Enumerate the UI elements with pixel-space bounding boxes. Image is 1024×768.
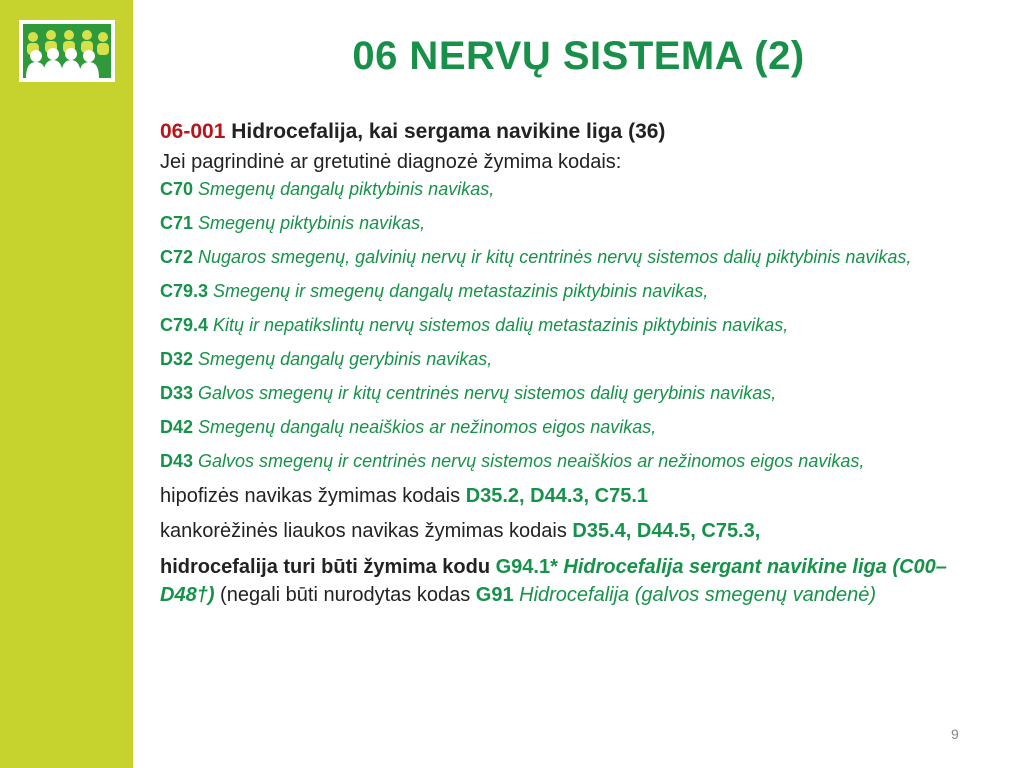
diagnosis-item: C72 Nugaros smegenų, galvinių nervų ir kitų centrinės nervų sistemos dalių piktybinis navikas,: [160, 247, 912, 267]
slide-title: 06 NERVŲ SISTEMA (2): [352, 34, 805, 78]
diagnosis-item: D42 Smegenų dangalų neaiškios ar nežinomos eigos navikas,: [160, 417, 657, 437]
section-heading: [160, 117, 1000, 147]
people-group-icon: [23, 24, 111, 78]
heading-text: Hidrocefalija, kai sergama navikine liga (36): [225, 120, 666, 143]
diagnosis-item: C79.4 Kitų ir nepatikslintų nervų sistemos dalių metastazinis piktybinis navikas,: [160, 315, 789, 335]
logo: [19, 20, 115, 82]
hypophysis-note: hipofizės navikas žymimas kodais D35.2, D44.3, C75.1: [160, 485, 649, 507]
page-number: 9: [951, 726, 959, 742]
diagnosis-item: D33 Galvos smegenų ir kitų centrinės nervų sistemos dalių gerybinis navikas,: [160, 383, 777, 403]
pineal-note: kankorėžinės liaukos navikas žymimas kodais D35.4, D44.5, C75.3,: [160, 520, 761, 542]
sidebar-bar: [0, 0, 133, 768]
diagnosis-item: C79.3 Smegenų ir smegenų dangalų metastazinis piktybinis navikas,: [160, 281, 709, 301]
heading-code: 06-001: [160, 120, 226, 143]
diagnosis-item: C71 Smegenų piktybinis navikas,: [160, 213, 426, 233]
diagnosis-item: D43 Galvos smegenų ir centrinės nervų sistemos neaiškios ar nežinomos eigos navikas,: [160, 451, 865, 471]
final-note: hidrocefalija turi būti žymima kodu G94.1* Hidrocefalija sergant navikine liga (C00–D48†) (negali būti nurodytas kodas G91 Hidrocefalija (galvos smegenų vandenė): [160, 556, 947, 606]
diagnosis-list: [160, 177, 1000, 474]
intro-text: Jei pagrindinė ar gretutinė diagnozė žymima kodais:: [160, 151, 622, 173]
slide-content: [160, 117, 1000, 609]
diagnosis-item: C70 Smegenų dangalų piktybinis navikas,: [160, 179, 495, 199]
diagnosis-item: D32 Smegenų dangalų gerybinis navikas,: [160, 349, 493, 369]
